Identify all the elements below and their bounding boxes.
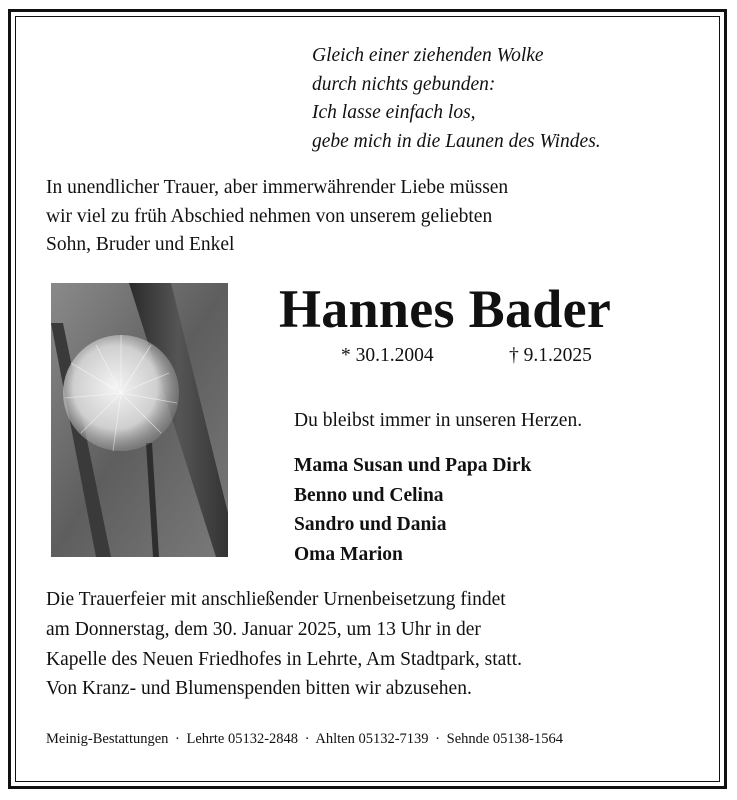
flowers-note: Von Kranz- und Blumenspenden bitten wir abzusehen.	[46, 678, 472, 699]
separator: ·	[304, 731, 310, 747]
poem-line: gebe mich in die Launen des Windes.	[312, 130, 601, 152]
service-info	[46, 585, 522, 675]
dandelion-photo	[51, 283, 228, 557]
funeral-home-name: Meinig-Bestattungen	[46, 731, 169, 747]
service-line: Die Trauerfeier mit anschließender Urnenbeisetzung findet	[46, 589, 506, 610]
death-date: † 9.1.2025	[509, 345, 592, 366]
separator: ·	[435, 731, 440, 747]
birth-date: * 30.1.2004	[341, 345, 434, 366]
location-phone: Ahlten 05132-7139	[315, 731, 429, 747]
poem	[312, 42, 601, 156]
family-member: Mama Susan und Papa Dirk	[294, 455, 532, 476]
intro-line: wir viel zu früh Abschied nehmen von unserem geliebten	[46, 205, 493, 227]
family-member: Benno und Celina	[294, 484, 444, 506]
poem-line: Ich lasse einfach los,	[312, 102, 476, 124]
service-line: Kapelle des Neuen Friedhofes in Lehrte, Am Stadtpark, statt.	[46, 649, 522, 670]
poem-line: durch nichts gebunden:	[312, 73, 496, 95]
family-member: Oma Marion	[294, 543, 403, 565]
intro-line: Sohn, Bruder und Enkel	[46, 234, 235, 255]
intro-line: In unendlicher Trauer, aber immerwährender Liebe müssen	[46, 177, 509, 198]
deceased-name: Hannes Bader	[279, 279, 612, 339]
poem-line: Gleich einer ziehenden Wolke	[312, 45, 544, 66]
motto: Du bleibst immer in unseren Herzen.	[294, 410, 583, 431]
service-line: am Donnerstag, dem 30. Januar 2025, um 13 Uhr in der	[46, 619, 481, 640]
location-phone: Lehrte 05132-2848	[186, 731, 299, 747]
separator: ·	[175, 731, 180, 747]
location-phone: Sehnde 05138-1564	[446, 731, 564, 747]
family-member: Sandro und Dania	[294, 514, 447, 535]
family-list	[294, 451, 531, 569]
intro-text	[46, 174, 508, 260]
footer	[46, 731, 563, 748]
